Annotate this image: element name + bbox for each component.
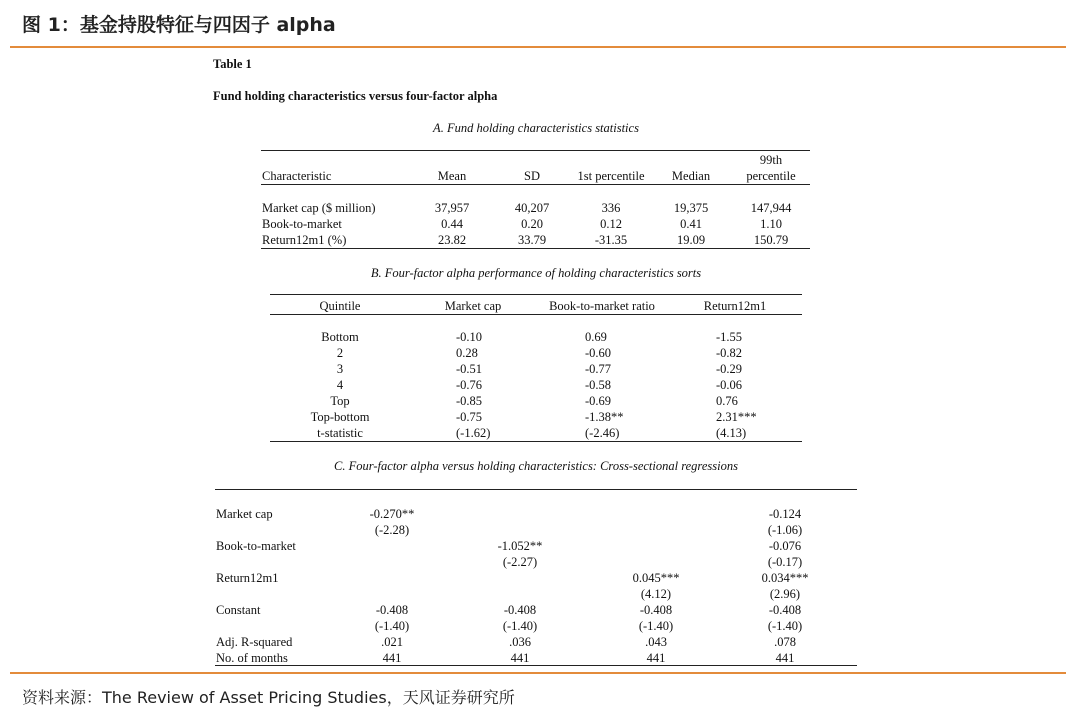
panel-c-cell: -0.270** [369,507,415,521]
panel-c-cell: (-0.17) [767,555,803,569]
panel-c-cell: -0.408 [503,603,537,617]
panel-b-cell: -0.85 [456,394,483,408]
panel-c-cell: 441 [646,651,666,665]
panel-c-cell: .043 [645,635,667,649]
panel-c-cell: .036 [509,635,531,649]
panel-c-cell: (-1.40) [638,619,674,633]
panel-c-cell: (-2.28) [374,523,410,537]
panel-c-cell: -0.124 [768,507,802,521]
panel-c-cell: -0.408 [639,603,673,617]
panel-a-cell: 0.41 [680,217,702,231]
panel-b-cell: -0.69 [585,394,612,408]
panel-a-row-label: Book-to-market [262,217,342,231]
panel-a-row-label: Market cap ($ million) [262,201,376,215]
panel-c-cell: 441 [382,651,402,665]
panel-c-cell: -0.408 [375,603,409,617]
panel-c-cell: (-1.40) [767,619,803,633]
panel-b-cell: -0.10 [456,330,483,344]
panel-c-title: C. Four-factor alpha versus holding characteristics: Cross-sectional regressions [334,459,738,473]
panel-c-cell: (2.96) [769,587,801,601]
panel-b-cell: 0.69 [585,330,607,344]
panel-c-top-rule [215,489,857,490]
header-99th: 99th [759,153,783,167]
panel-c-cell: (-1.40) [374,619,410,633]
panel-b-cell: 2.31*** [716,410,757,424]
table-title: Fund holding characteristics versus four-factor alpha [213,89,498,103]
panel-b-cell: -1.55 [716,330,743,344]
panel-b-cell: 0.76 [716,394,738,408]
figure-title: 图 1：基金持股特征与四因子 alpha [22,14,336,36]
panel-c-cell: (-1.06) [767,523,803,537]
panel-a-cell: 150.79 [753,233,789,247]
panel-a-cell: 336 [601,201,621,215]
panel-b-cell: -0.60 [585,346,612,360]
panel-c-cell: (4.12) [640,587,672,601]
panel-a-title: A. Fund holding characteristics statistics [433,121,639,135]
panel-c-row-label: Constant [216,603,261,617]
panel-b-cell: -0.75 [456,410,483,424]
panel-a-cell: 40,207 [514,201,550,215]
panel-a-cell: 0.20 [521,217,543,231]
header-characteristic: Characteristic [262,169,332,183]
panel-a-cell: 23.82 [437,233,467,247]
panel-c-cell: (-1.40) [502,619,538,633]
panel-b-cell: -0.51 [456,362,483,376]
panel-c-row-label: Book-to-market [216,539,296,553]
panel-a-cell: 0.12 [600,217,622,231]
panel-b-row-label: Top [330,394,350,408]
panel-b-row-label: 4 [336,378,344,392]
panel-b-bottom-rule [270,441,802,442]
panel-b-row-label: Bottom [321,330,359,344]
panel-a-cell: 147,944 [750,201,792,215]
panel-a-cell: 19.09 [676,233,706,247]
source-note: 资料来源：The Review of Asset Pricing Studies，天风证券研究所 [22,688,515,707]
panel-a-header-rule [261,184,810,185]
header-book-to-market-ratio: Book-to-market ratio [549,299,655,313]
header-quintile: Quintile [319,299,361,313]
panel-b-cell: -0.06 [716,378,743,392]
panel-c-cell: 441 [775,651,795,665]
panel-c-row-label: Adj. R-squared [216,635,293,649]
header-mean: Mean [437,169,467,183]
panel-c-cell: .021 [381,635,403,649]
panel-a-cell: -31.35 [594,233,628,247]
panel-b-cell: -1.38** [585,410,624,424]
panel-b-title: B. Four-factor alpha performance of holding characteristics sorts [370,266,702,280]
panel-b-row-label: 2 [336,346,344,360]
panel-c-row-label: Return12m1 [216,571,279,585]
panel-b-row-label: Top-bottom [310,410,370,424]
panel-a-cell: 0.44 [441,217,463,231]
panel-b-cell: -0.58 [585,378,612,392]
panel-c-cell: -1.052** [497,539,543,553]
panel-a-cell: 1.10 [760,217,782,231]
panel-a-cell: 37,957 [434,201,470,215]
bottom-divider [10,672,1066,674]
header-market-cap: Market cap [444,299,502,313]
panel-c-bottom-rule [215,665,857,666]
panel-b-row-label: 3 [336,362,344,376]
panel-c-cell: 0.034*** [761,571,809,585]
table-label: Table 1 [213,57,252,71]
header-1st-percentile: 1st percentile [577,169,645,183]
panel-c-row-label: Market cap [216,507,273,521]
panel-a-cell: 33.79 [517,233,547,247]
panel-b-cell: -0.76 [456,378,483,392]
panel-b-cell: (-1.62) [456,426,491,440]
panel-a-top-rule [261,150,810,151]
panel-a-cell: 19,375 [673,201,709,215]
top-divider [10,46,1066,48]
panel-c-cell: 0.045*** [632,571,680,585]
panel-c-cell: (-2.27) [502,555,538,569]
header-median: Median [671,169,711,183]
panel-b-cell: (-2.46) [585,426,620,440]
header-return12m1: Return12m1 [703,299,767,313]
panel-c-cell: -0.408 [768,603,802,617]
panel-a-bottom-rule [261,248,810,249]
header-percentile: percentile [746,169,796,183]
header-sd: SD [524,169,540,183]
panel-b-cell: -0.77 [585,362,612,376]
panel-b-row-label: t-statistic [317,426,363,440]
panel-c-cell: 441 [510,651,530,665]
panel-c-cell: .078 [774,635,796,649]
panel-b-header-rule [270,314,802,315]
panel-b-cell: -0.82 [716,346,743,360]
panel-b-top-rule [270,294,802,295]
panel-c-row-label: No. of months [216,651,288,665]
panel-b-cell: -0.29 [716,362,743,376]
panel-b-cell: (4.13) [716,426,747,440]
panel-a-row-label: Return12m1 (%) [262,233,347,247]
panel-b-cell: 0.28 [456,346,478,360]
panel-c-cell: -0.076 [768,539,802,553]
